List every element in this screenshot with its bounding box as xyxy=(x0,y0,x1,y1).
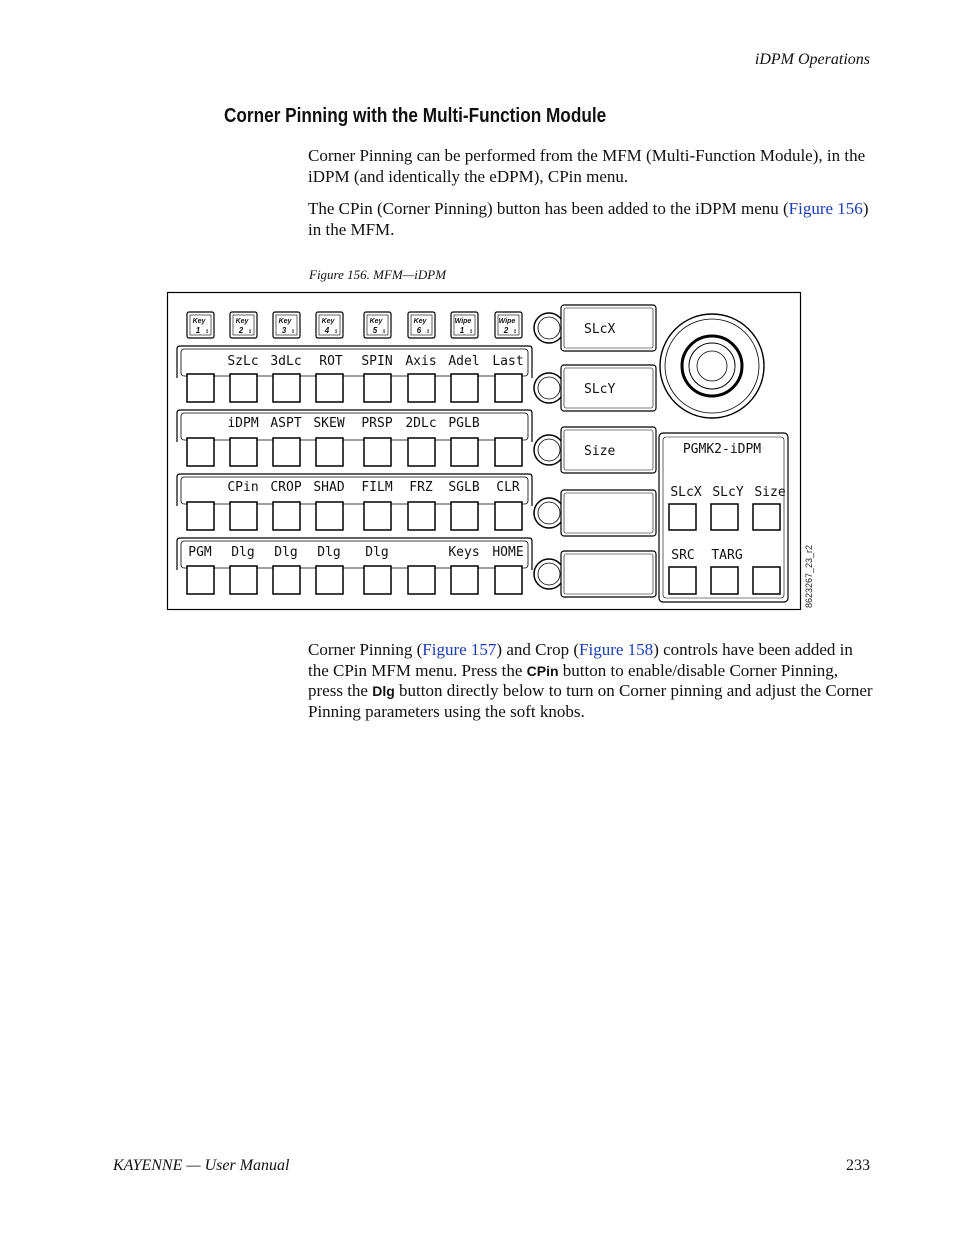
function-button[interactable] xyxy=(273,502,300,530)
button-label-film: FILM xyxy=(361,480,393,495)
function-button[interactable] xyxy=(273,438,300,466)
key-button-label: Key xyxy=(321,318,335,325)
function-button[interactable] xyxy=(408,502,435,530)
function-button[interactable] xyxy=(316,438,343,466)
button-label-shad: SHAD xyxy=(313,480,345,495)
function-button[interactable] xyxy=(495,374,522,402)
para2-text-after: ) in the MFM. xyxy=(308,199,869,239)
button-label-szlc: SzLc xyxy=(227,354,259,369)
dlg-button-name: Dlg xyxy=(372,683,395,699)
function-button[interactable] xyxy=(273,374,300,402)
button-label-sglb: SGLB xyxy=(448,480,480,495)
button-label-idpm: iDPM xyxy=(227,416,259,431)
paragraph-intro: Corner Pinning can be performed from the MFM (Multi-Function Module), in the iDPM (and identically the eDPM), CPin menu. xyxy=(308,146,866,186)
figure-156-link[interactable]: Figure 156 xyxy=(788,199,863,218)
para2-text-before: The CPin (Corner Pinning) button has been added to the iDPM menu ( xyxy=(308,199,789,218)
key-button-arrow-icon: ↕ xyxy=(425,327,431,335)
side-panel-button[interactable] xyxy=(753,504,780,530)
key-button-number: 3 xyxy=(281,326,287,335)
button-label-dlg: Dlg xyxy=(365,545,389,560)
function-button[interactable] xyxy=(316,566,343,594)
function-button[interactable] xyxy=(187,502,214,530)
joystick[interactable] xyxy=(660,314,764,418)
function-button[interactable] xyxy=(364,374,391,402)
key-button-arrow-icon: ↕ xyxy=(468,327,474,335)
figure-id-label: 8623267_23_r2 xyxy=(804,544,814,608)
side-panel-label-slcy: SLcY xyxy=(712,485,744,500)
side-panel-label-src: SRC xyxy=(671,548,695,563)
soft-knob-label-size: Size xyxy=(584,444,616,459)
function-button[interactable] xyxy=(364,566,391,594)
soft-knob-1[interactable] xyxy=(534,313,564,343)
footer-manual-title: KAYENNE — User Manual xyxy=(113,1157,290,1174)
button-label-prsp: PRSP xyxy=(361,416,393,431)
key-button-label: Key xyxy=(192,318,206,325)
paragraph-cpin-button xyxy=(308,199,873,240)
button-label-dlg: Dlg xyxy=(231,545,255,560)
function-button[interactable] xyxy=(187,438,214,466)
button-label-clr: CLR xyxy=(496,480,520,495)
side-panel-button[interactable] xyxy=(711,567,738,594)
button-label-rot: ROT xyxy=(319,354,343,369)
button-label-3dlc: 3dLc xyxy=(270,354,302,369)
function-button[interactable] xyxy=(451,438,478,466)
button-label-aspt: ASPT xyxy=(270,416,302,431)
key-button-label: Wipe xyxy=(454,318,472,325)
button-label-dlg: Dlg xyxy=(274,545,298,560)
soft-knob-label-slcy: SLcY xyxy=(584,382,616,397)
para3-text-1: Corner Pinning ( xyxy=(308,640,423,659)
key-button-number: 4 xyxy=(324,326,330,335)
function-button[interactable] xyxy=(230,374,257,402)
button-label-dlg: Dlg xyxy=(317,545,341,560)
side-panel-label-targ: TARG xyxy=(711,548,743,563)
key-button-label: Key xyxy=(369,318,383,325)
para3-text-2: ) and Crop ( xyxy=(496,640,580,659)
running-header: iDPM Operations xyxy=(754,51,870,68)
para3-text-4: button to enable/disable Corner Pinning, press the xyxy=(308,660,839,700)
button-label-cpin: CPin xyxy=(227,480,259,495)
key-button-arrow-icon: ↕ xyxy=(333,327,339,335)
function-button[interactable] xyxy=(408,374,435,402)
key-button-3[interactable] xyxy=(273,312,300,338)
function-button[interactable] xyxy=(230,502,257,530)
section-heading: Corner Pinning with the Multi-Function Module xyxy=(224,105,607,127)
key-button-label: Wipe xyxy=(498,318,516,325)
function-button[interactable] xyxy=(187,374,214,402)
button-label-keys: Keys xyxy=(448,545,480,560)
button-label-spin: SPIN xyxy=(361,354,393,369)
button-label-pgm: PGM xyxy=(188,545,212,560)
side-panel-title: PGMK2-iDPM xyxy=(682,442,762,457)
mfm-panel-figure xyxy=(167,292,814,612)
button-label-frz: FRZ xyxy=(409,480,433,495)
function-button[interactable] xyxy=(364,502,391,530)
button-label-crop: CROP xyxy=(270,480,302,495)
button-label-skew: SKEW xyxy=(313,416,345,431)
key-button-6[interactable] xyxy=(408,312,435,338)
page-number: 233 xyxy=(846,1157,870,1174)
key-button-7[interactable] xyxy=(451,312,478,338)
button-label-pglb: PGLB xyxy=(448,416,480,431)
function-button[interactable] xyxy=(230,438,257,466)
button-label-home: HOME xyxy=(492,545,524,560)
side-panel-button[interactable] xyxy=(669,504,696,530)
soft-knob-3[interactable] xyxy=(534,435,564,465)
function-button[interactable] xyxy=(451,374,478,402)
function-button[interactable] xyxy=(273,566,300,594)
para3-text-5: button directly below to turn on Corner pinning and adjust the Corner Pinning parameters using the soft knobs. xyxy=(308,681,873,721)
key-button-arrow-icon: ↕ xyxy=(204,327,210,335)
function-button[interactable] xyxy=(187,566,214,594)
key-button-8[interactable] xyxy=(495,312,522,338)
function-button[interactable] xyxy=(495,566,522,594)
soft-knob-4[interactable] xyxy=(534,498,564,528)
key-button-label: Key xyxy=(235,318,249,325)
soft-knob-5[interactable] xyxy=(534,559,564,589)
figure-caption: Figure 156. MFM—iDPM xyxy=(309,267,447,282)
key-button-number: 2 xyxy=(503,326,509,335)
function-button[interactable] xyxy=(230,566,257,594)
button-label-last: Last xyxy=(492,354,524,369)
soft-knob-display xyxy=(561,551,656,597)
button-label-2dlc: 2DLc xyxy=(405,416,437,431)
figure-157-link[interactable]: Figure 157 xyxy=(422,640,497,659)
key-button-label: Key xyxy=(413,318,427,325)
key-button-label: Key xyxy=(278,318,292,325)
side-panel-label-slcx: SLcX xyxy=(670,485,702,500)
paragraph-cpin-instructions xyxy=(308,640,873,722)
function-button[interactable] xyxy=(451,502,478,530)
function-button[interactable] xyxy=(316,374,343,402)
key-button-number: 1 xyxy=(195,326,201,335)
function-button[interactable] xyxy=(495,502,522,530)
key-button-4[interactable] xyxy=(316,312,343,338)
soft-knob-display xyxy=(561,490,656,536)
para3-text-3: ) controls have been added in the CPin MFM menu. Press the xyxy=(308,640,853,680)
cpin-button-name: CPin xyxy=(526,662,559,679)
soft-knob-label-slcx: SLcX xyxy=(584,322,616,337)
soft-knob-2[interactable] xyxy=(534,373,564,403)
function-button[interactable] xyxy=(451,566,478,594)
function-button[interactable] xyxy=(316,502,343,530)
key-button-arrow-icon: ↕ xyxy=(381,327,387,335)
button-label-axis: Axis xyxy=(405,354,437,369)
button-label-adel: Adel xyxy=(448,354,480,369)
key-button-5[interactable] xyxy=(364,312,391,338)
side-panel-button[interactable] xyxy=(711,504,738,530)
key-button-number: 6 xyxy=(416,326,422,335)
function-button[interactable] xyxy=(495,438,522,466)
key-button-arrow-icon: ↕ xyxy=(290,327,296,335)
key-button-arrow-icon: ↕ xyxy=(247,327,253,335)
key-button-1[interactable] xyxy=(187,312,214,338)
key-button-arrow-icon: ↕ xyxy=(512,327,518,335)
key-button-number: 1 xyxy=(459,326,465,335)
key-button-number: 5 xyxy=(372,326,378,335)
function-button[interactable] xyxy=(408,566,435,594)
function-button[interactable] xyxy=(364,438,391,466)
side-panel-label-size: Size xyxy=(754,485,786,500)
key-button-number: 2 xyxy=(238,326,244,335)
key-button-2[interactable] xyxy=(230,312,257,338)
side-panel-button[interactable] xyxy=(753,567,780,594)
side-panel-button[interactable] xyxy=(669,567,696,594)
figure-158-link[interactable]: Figure 158 xyxy=(579,640,654,659)
function-button[interactable] xyxy=(408,438,435,466)
